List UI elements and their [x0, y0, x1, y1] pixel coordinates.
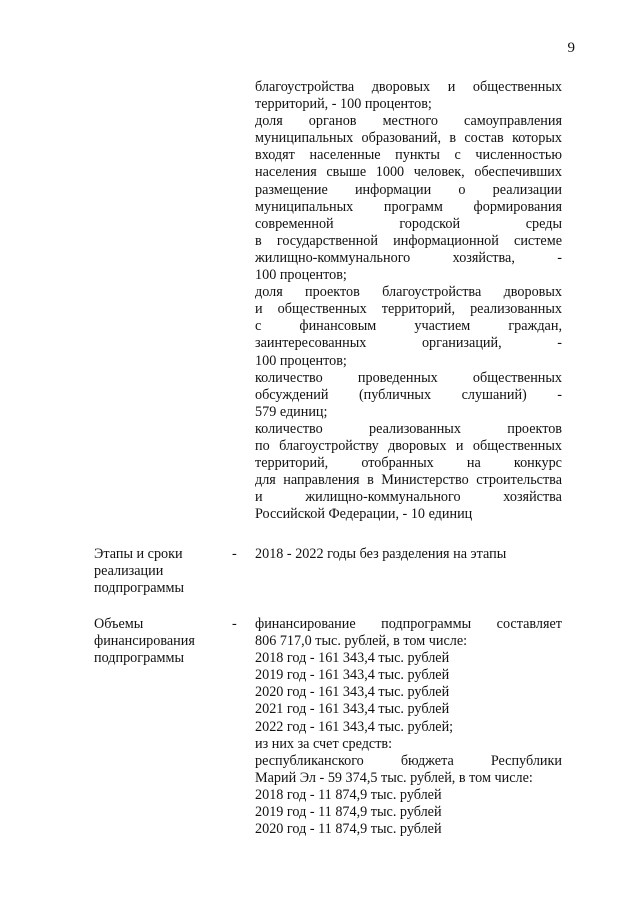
indicator-line	[255, 113, 562, 130]
indicator-line	[255, 130, 562, 147]
indicator-line: 100 процентов;	[255, 267, 347, 284]
word: дворовых	[503, 284, 562, 301]
stages-value	[255, 546, 562, 563]
indicator-line	[255, 284, 562, 301]
indicator-line: территорий, - 100 процентов;	[255, 96, 432, 113]
word: информации	[354, 181, 432, 198]
word: которых	[512, 130, 562, 147]
word: -	[557, 335, 562, 352]
word: общественных	[472, 437, 562, 454]
financing-line: 2020 год - 11 874,9 тыс. рублей	[255, 821, 442, 838]
word: количество	[255, 420, 323, 437]
word: и	[455, 437, 464, 454]
word: 1000	[375, 164, 405, 181]
word: среды	[525, 215, 562, 232]
word: обсуждений	[255, 386, 329, 403]
word: городской	[399, 215, 461, 232]
financing-line: 2018 год - 11 874,9 тыс. рублей	[255, 786, 442, 803]
financing-line: 2019 год - 11 874,9 тыс. рублей	[255, 804, 442, 821]
indicator-line	[255, 489, 562, 506]
word: свыше	[326, 164, 367, 181]
indicator-line	[255, 147, 562, 164]
indicator-line	[255, 438, 562, 455]
indicator-line	[255, 216, 562, 233]
label-line: подпрограммы	[94, 650, 184, 667]
word: Министерство	[381, 472, 469, 489]
word: направления	[283, 472, 360, 489]
word: реализации	[492, 181, 562, 198]
word: и	[447, 79, 456, 95]
financing-dash: -	[232, 616, 237, 632]
word: проектов	[305, 284, 360, 301]
indicator-line	[255, 335, 562, 352]
word: общественных	[472, 369, 562, 386]
indicators-block	[255, 79, 562, 523]
word: благоустройства	[382, 284, 482, 301]
financing-line: 2020 год - 161 343,4 тыс. рублей	[255, 684, 450, 701]
word: самоуправления	[464, 113, 562, 130]
word: формирования	[473, 198, 562, 215]
word: финансовым	[299, 318, 377, 335]
word: в	[367, 472, 374, 489]
word: -	[557, 386, 562, 403]
word: программ	[383, 198, 443, 215]
indicator-line: 100 процентов;	[255, 352, 347, 369]
indicator-line	[255, 164, 562, 181]
label-line: реализации	[94, 563, 164, 580]
word: жилищно-коммунального	[305, 489, 461, 506]
word: на	[466, 455, 481, 472]
word: благоустройству	[279, 437, 379, 454]
word: отобранных	[361, 455, 434, 472]
word: подпрограммы	[381, 616, 472, 632]
word: общественных	[472, 79, 562, 95]
indicator-line: 579 единиц;	[255, 403, 328, 420]
word: дворовых	[388, 437, 447, 454]
label-line: Объемы	[94, 616, 144, 632]
indicator-line	[255, 472, 562, 489]
indicator-line	[255, 182, 562, 199]
word: граждан,	[508, 318, 562, 335]
stages-value-text: 2018 - 2022 годы без разделения на этапы	[255, 546, 507, 562]
word: в	[255, 232, 262, 249]
indicator-line	[255, 250, 562, 267]
label-line: подпрограммы	[94, 580, 184, 597]
word: республиканского	[255, 752, 364, 769]
word: с	[454, 147, 461, 164]
word: органов	[308, 113, 357, 130]
stages-label	[94, 546, 234, 597]
word: образований,	[361, 130, 441, 147]
word: пункты	[395, 147, 440, 164]
word: территорий,	[255, 455, 329, 472]
indicator-line	[255, 301, 562, 318]
word: по	[255, 437, 270, 454]
word: жилищно-коммунального	[255, 249, 411, 266]
page-number: 9	[567, 40, 575, 56]
indicator-line	[255, 199, 562, 216]
word: в	[449, 130, 457, 147]
word: размещение	[255, 181, 328, 198]
word: доля	[255, 113, 283, 130]
word: системе	[514, 232, 562, 249]
indicator-line	[255, 455, 562, 472]
stages-dash: -	[232, 546, 237, 562]
financing-line: 2021 год - 161 343,4 тыс. рублей	[255, 701, 450, 718]
word: строительства	[476, 472, 562, 489]
word: участием	[414, 318, 471, 335]
financing-label	[94, 616, 234, 667]
indicator-line	[255, 421, 562, 438]
financing-line: 2022 год - 161 343,4 тыс. рублей;	[255, 718, 454, 735]
indicator-line: Российской Федерации, - 10 единиц	[255, 506, 473, 523]
word: слушаний)	[461, 386, 527, 403]
financing-line	[255, 753, 562, 770]
word: общественных	[277, 301, 367, 318]
word: населенные	[309, 147, 381, 164]
word: входят	[255, 147, 295, 164]
word: заинтересованных	[255, 335, 367, 352]
word: для	[255, 472, 276, 489]
word: доля	[255, 284, 283, 301]
word: финансирование	[255, 616, 356, 632]
word: Республики	[490, 752, 562, 769]
word: с	[255, 318, 262, 335]
word: составляет	[496, 616, 562, 632]
indicator-line	[255, 387, 562, 404]
financing-line: из них за счет средств:	[255, 735, 393, 752]
word: проведенных	[357, 369, 438, 386]
word: информационной	[393, 232, 499, 249]
word: обеспечивших	[474, 164, 562, 181]
indicator-line	[255, 233, 562, 250]
financing-block	[255, 616, 562, 838]
financing-line: 2018 год - 161 343,4 тыс. рублей	[255, 650, 450, 667]
word: благоустройства	[255, 79, 355, 95]
word: человек,	[413, 164, 465, 181]
word: муниципальных	[255, 130, 354, 147]
word: бюджета	[400, 752, 454, 769]
word: (публичных	[358, 386, 432, 403]
word: хозяйства,	[452, 249, 515, 266]
word: -	[557, 249, 562, 266]
word: конкурс	[513, 455, 562, 472]
word: государственной	[276, 232, 378, 249]
indicator-line	[255, 370, 562, 387]
financing-line: 806 717,0 тыс. рублей, в том числе:	[255, 633, 468, 650]
label-line: Этапы и сроки	[94, 546, 183, 562]
word: хозяйства	[503, 489, 562, 506]
word: муниципальных	[255, 198, 354, 215]
word: количество	[255, 369, 323, 386]
word: территорий,	[381, 301, 456, 318]
word: организаций,	[421, 335, 502, 352]
indicator-line	[255, 79, 562, 96]
word: местного	[382, 113, 438, 130]
word: и	[255, 301, 263, 318]
word: о	[458, 181, 466, 198]
word: состав	[464, 130, 504, 147]
word: реализованных	[369, 420, 461, 437]
label-line: финансирования	[94, 633, 195, 650]
word: численностью	[475, 147, 562, 164]
indicator-line	[255, 318, 562, 335]
word: дворовых	[371, 79, 431, 95]
financing-line: 2019 год - 161 343,4 тыс. рублей	[255, 667, 450, 684]
word: современной	[255, 215, 334, 232]
financing-line	[255, 616, 562, 633]
financing-line: Марий Эл - 59 374,5 тыс. рублей, в том числе:	[255, 769, 533, 786]
word: и	[255, 489, 263, 506]
word: населения	[255, 164, 317, 181]
word: реализованных	[470, 301, 562, 318]
word: проектов	[507, 420, 562, 437]
